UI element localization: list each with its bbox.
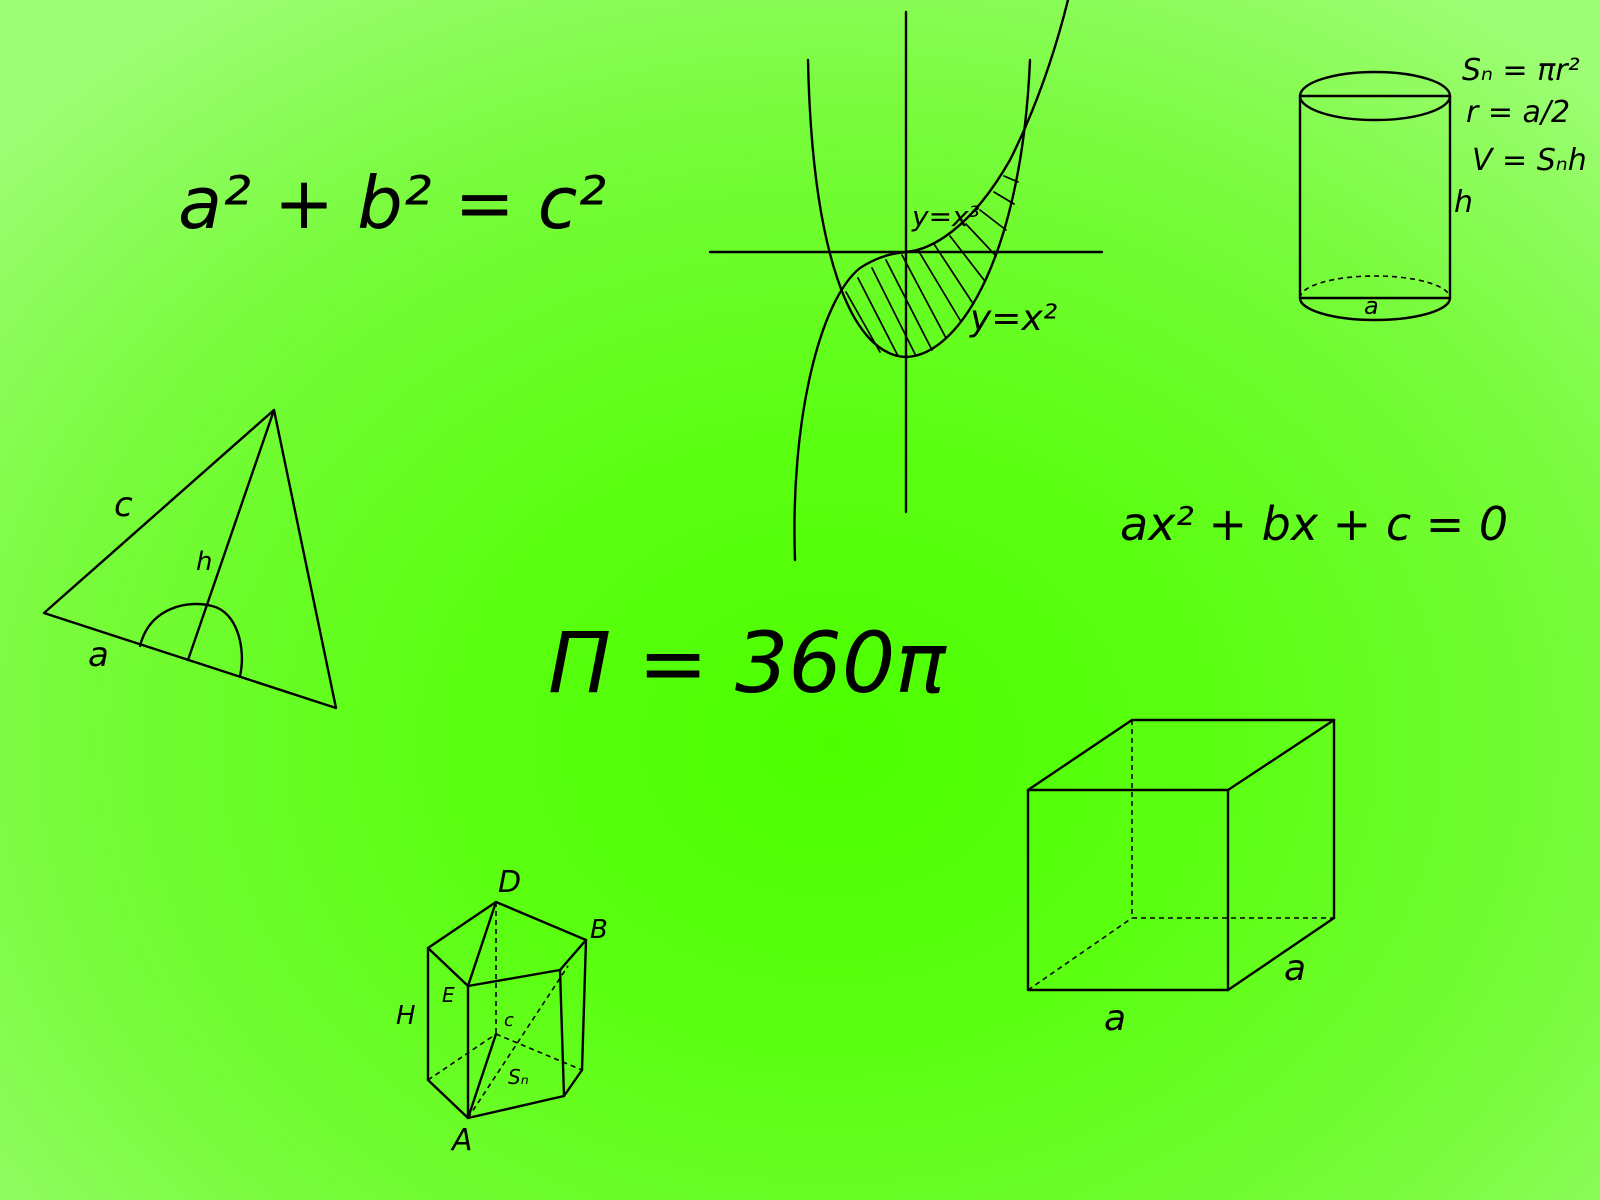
- prism-vertex-d-label: D: [498, 865, 522, 900]
- parabola-label: y=x²: [970, 298, 1058, 339]
- pi-formula: Π = 360π: [548, 614, 946, 712]
- prism-vertex-b-label: B: [590, 915, 608, 945]
- cylinder-height-label: h: [1454, 185, 1474, 220]
- cube-top-left-edge: [1028, 720, 1132, 790]
- cube-side-edge-label: a: [1284, 948, 1307, 989]
- cylinder-figure: [1300, 53, 1587, 320]
- function-graph: [710, 0, 1102, 560]
- cube-top-right-edge: [1228, 720, 1334, 790]
- prism-height-label: H: [396, 1001, 416, 1031]
- prism-edge-right: [582, 940, 586, 1070]
- cylinder-area-formula: Sₙ = πr²: [1462, 53, 1580, 88]
- prism-vertex-c-label: c: [504, 1010, 514, 1031]
- triangle-height-label: h: [196, 547, 213, 577]
- pythagorean-formula: a² + b² = c²: [178, 161, 607, 245]
- cube-bottom-edge-label: a: [1104, 998, 1127, 1039]
- cylinder-radius-formula: r = a/2: [1466, 95, 1571, 130]
- prism-hidden-bottom-left: [428, 1034, 496, 1080]
- cylinder-volume-formula: V = Sₙh: [1472, 143, 1587, 178]
- prism-diagonal-a: [468, 1034, 496, 1118]
- cube-figure: [1028, 720, 1334, 1039]
- prism-edge-front-right: [560, 970, 564, 1096]
- cylinder-base-label: a: [1364, 292, 1379, 320]
- prism-area-label: Sₙ: [508, 1065, 529, 1089]
- quadratic-formula: ax² + bx + c = 0: [1120, 497, 1509, 551]
- triangle-side-c-label: c: [114, 485, 133, 525]
- prism-vertex-e-label: E: [442, 983, 455, 1007]
- cube-front-face: [1028, 790, 1228, 990]
- triangle-figure: [44, 410, 336, 708]
- prism-bottom-visible: [428, 1070, 582, 1118]
- prism-diagonal-d: [468, 902, 496, 986]
- prism-figure: [396, 865, 608, 1158]
- triangle-angle-arc: [140, 604, 242, 676]
- prism-vertex-a-label: A: [452, 1123, 473, 1158]
- cube-bottom-right-edge: [1228, 918, 1334, 990]
- triangle-side-a-label: a: [88, 635, 109, 675]
- cubic-label: y=x³: [912, 200, 980, 233]
- cubic-curve: [794, 0, 1068, 560]
- cube-hidden-bottom-left: [1028, 918, 1132, 990]
